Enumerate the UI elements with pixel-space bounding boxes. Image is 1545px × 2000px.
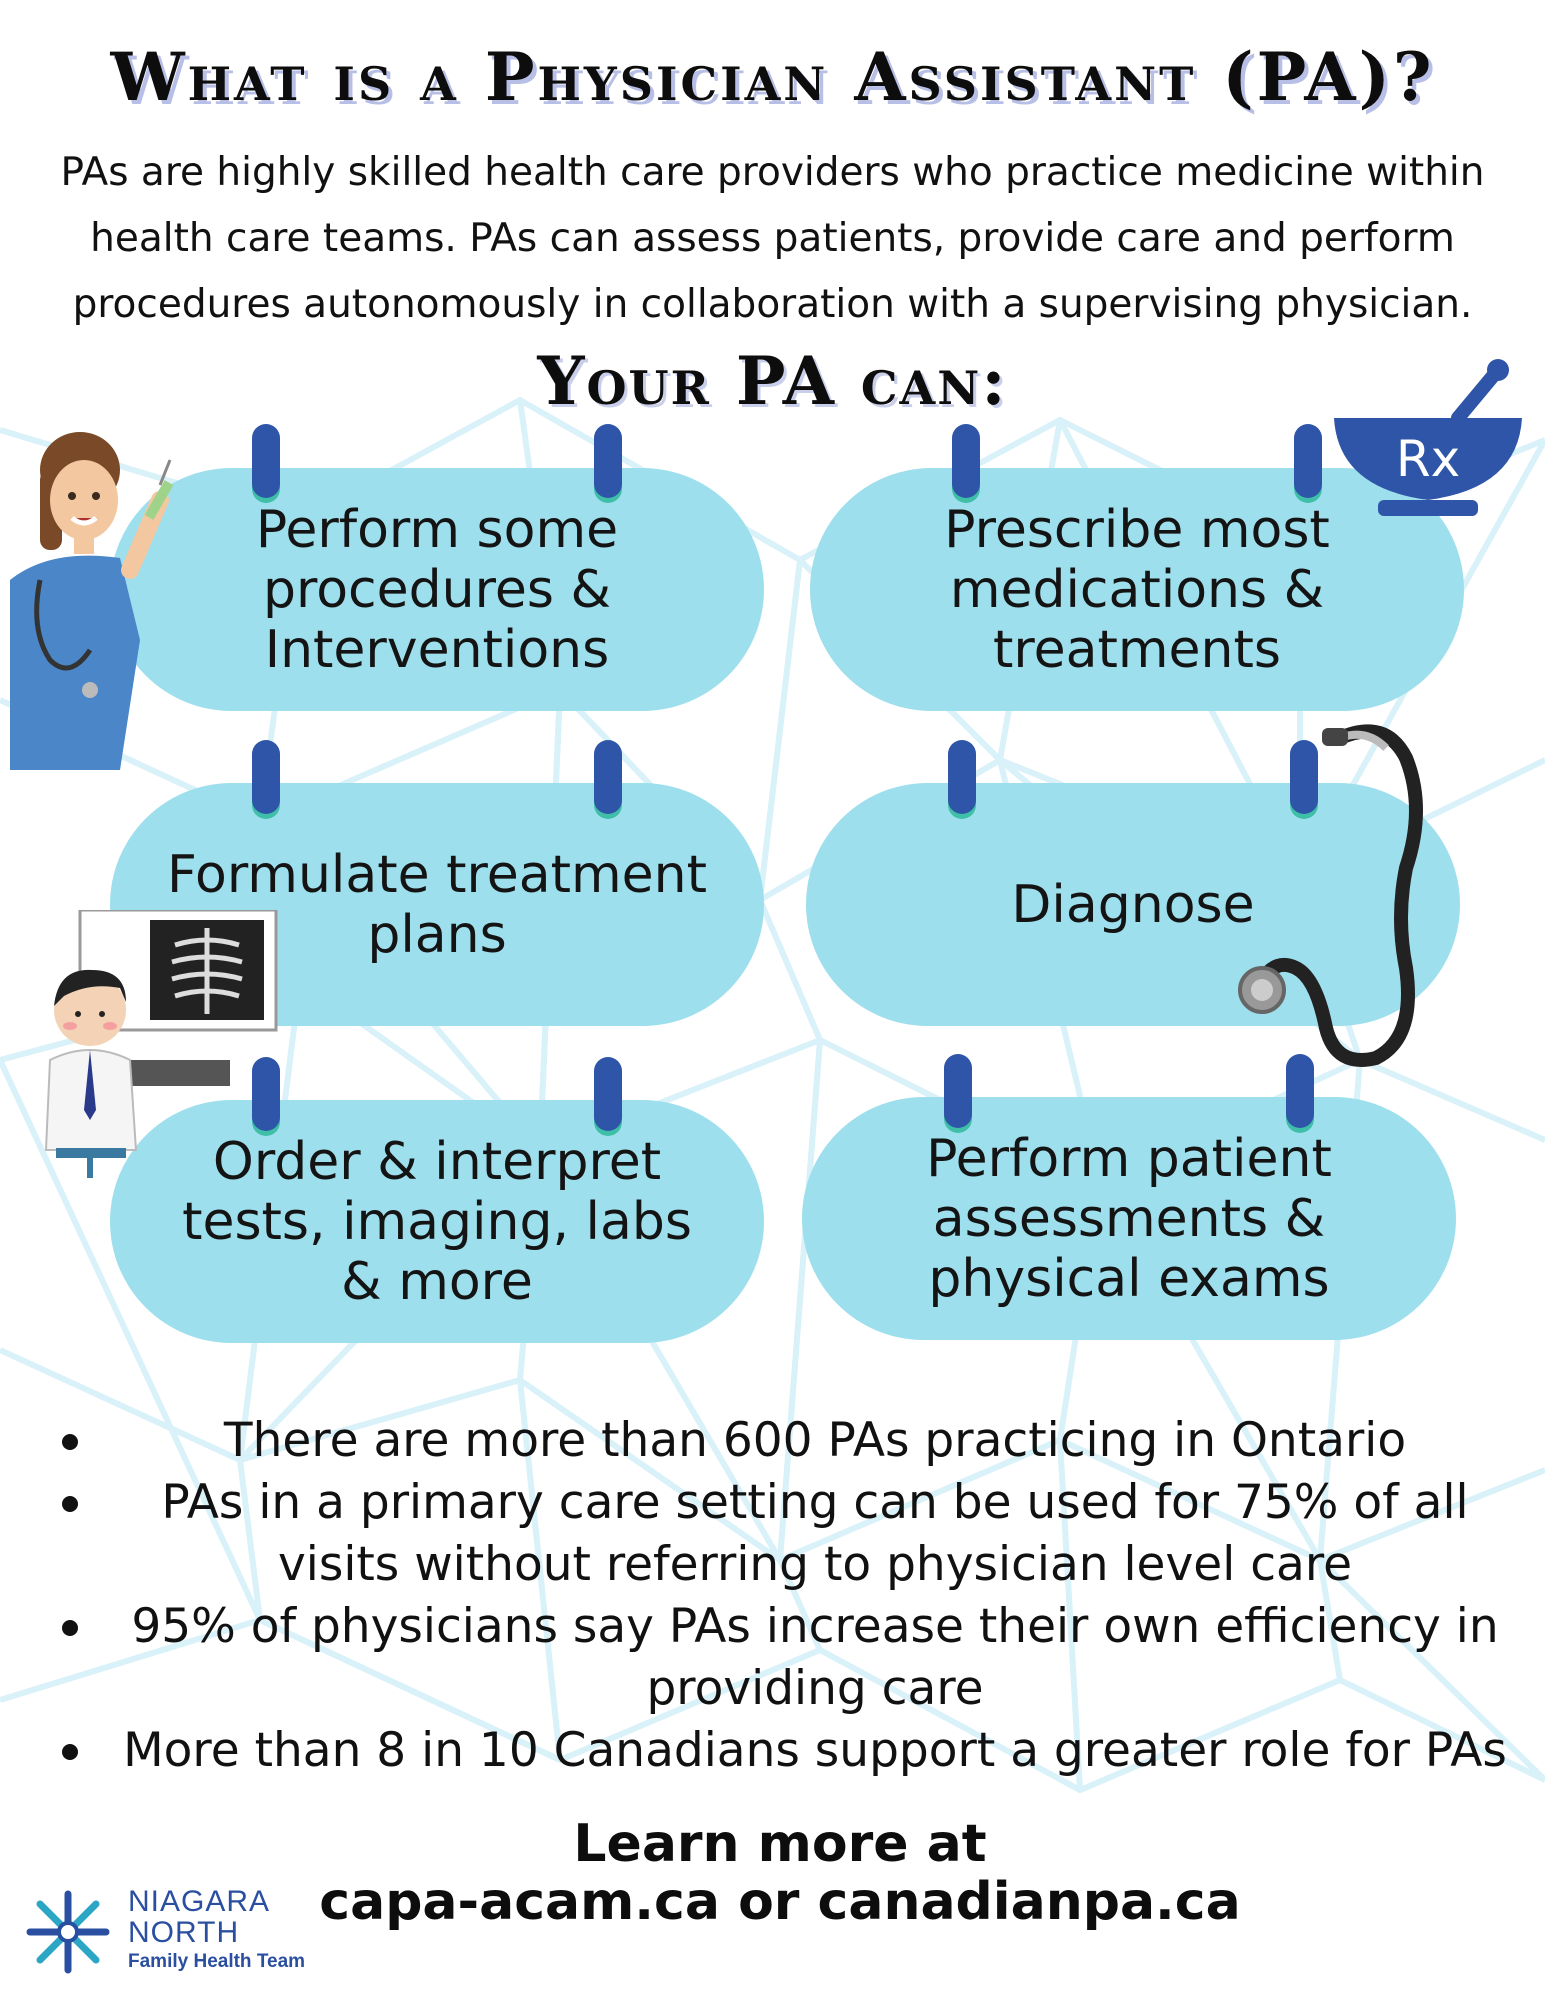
- card-tab-left: [944, 1054, 972, 1128]
- fact-text: More than 8 in 10 Canadians support a greater role for PAs: [123, 1723, 1507, 1778]
- card-tab-right: [594, 1057, 622, 1131]
- bullet-icon: [62, 1744, 78, 1760]
- logo-line-1: NIAGARA: [128, 1885, 271, 1918]
- doctor-xray-illustration: [40, 910, 280, 1180]
- fact-item: [40, 1720, 1520, 1782]
- card-tab-left: [952, 424, 980, 498]
- learn-more-links[interactable]: capa-acam.ca or canadianpa.ca: [319, 1872, 1241, 1932]
- logo-line-2: NORTH: [128, 1916, 240, 1949]
- card-text: Prescribe most medications & treatments: [944, 499, 1330, 680]
- intro-paragraph: PAs are highly skilled health care providers who practice medicine within health care teams. PAs can assess patients, provide care and perform procedures autonomously in collaboration with a supervising physician.: [60, 150, 1485, 327]
- fact-item: [40, 1596, 1520, 1720]
- bullet-icon: [62, 1496, 78, 1512]
- learn-more-heading: Learn more at: [573, 1814, 987, 1874]
- card-tab-right: [594, 424, 622, 498]
- fact-text: There are more than 600 PAs practicing in Ontario: [223, 1413, 1407, 1468]
- page-title: What is a Physician Assistant (PA)?: [110, 38, 1435, 116]
- fact-item: [40, 1472, 1520, 1596]
- fact-item: [40, 1410, 1520, 1472]
- card-text: Diagnose: [1011, 874, 1255, 935]
- learn-more: [260, 1815, 1300, 1931]
- bullet-icon: [62, 1434, 78, 1450]
- card-tab-right: [1294, 424, 1322, 498]
- bullet-icon: [62, 1620, 78, 1636]
- logo-icon: [18, 1882, 118, 1982]
- niagara-north-logo: [12, 1880, 352, 1990]
- card-text: Order & interpret tests, imaging, labs & more: [182, 1131, 692, 1312]
- section-subtitle: Your PA can:: [537, 342, 1008, 420]
- fact-text: 95% of physicians say PAs increase their own efficiency in providing care: [131, 1599, 1499, 1716]
- card-text: Perform patient assessments & physical exams: [926, 1128, 1332, 1309]
- logo-line-3: Family Health Team: [128, 1951, 306, 1972]
- stethoscope-icon: [1236, 718, 1456, 1070]
- card-tab-right: [594, 740, 622, 814]
- rx-label: Rx: [1395, 430, 1461, 488]
- nurse-illustration: [10, 430, 210, 770]
- card-assessments: [802, 1097, 1456, 1340]
- card-text: Perform some procedures & Interventions: [255, 499, 619, 680]
- card-tab-left: [252, 424, 280, 498]
- card-tab-left: [252, 740, 280, 814]
- card-text: Formulate treatment plans: [166, 844, 708, 965]
- mortar-pestle-rx-icon: [1328, 358, 1528, 533]
- facts-list: [40, 1410, 1520, 1782]
- card-tab-left: [948, 740, 976, 814]
- fact-text: PAs in a primary care setting can be used for 75% of all visits without referring to physician level care: [161, 1475, 1469, 1592]
